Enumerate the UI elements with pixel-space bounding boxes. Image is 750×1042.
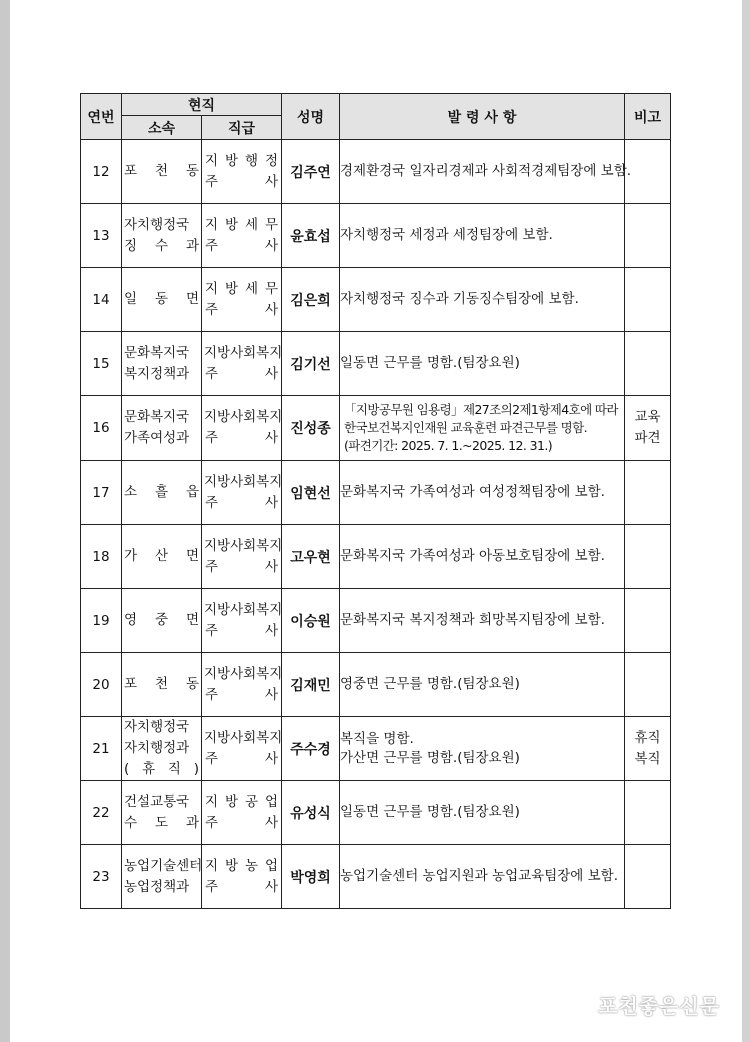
- order-line: (파견기간: 2025. 7. 1.~2025. 12. 31.): [344, 438, 552, 453]
- row-dept: [122, 140, 202, 204]
- header-grade: 직급: [202, 116, 282, 140]
- order-line: 문화복지국 가족여성과 아동보호팀장에 보함.: [340, 548, 605, 564]
- order-line: 문화복지국 복지정책과 희망복지팀장에 보함.: [340, 612, 605, 628]
- grade-line: 지 방 공 업: [205, 793, 278, 810]
- grade-line: 주 사: [205, 878, 278, 895]
- header-current: 현직: [122, 94, 282, 116]
- grade-line: 주 사: [205, 173, 278, 190]
- table-row: [81, 461, 671, 525]
- grade-line: 주 사: [205, 237, 278, 254]
- grade-line: 지방사회복지: [204, 729, 283, 746]
- table-row: [81, 332, 671, 396]
- row-order: [340, 332, 625, 396]
- row-grade: [202, 589, 282, 653]
- row-order: [340, 204, 625, 268]
- order-line: 한국보건복지인재원 교육훈련 파견근무를 명함.: [344, 420, 587, 435]
- row-grade: [202, 717, 282, 781]
- table-row: [81, 525, 671, 589]
- grade-line: 주 사: [205, 750, 278, 767]
- row-name: 주수경: [282, 717, 340, 781]
- note-line: 파견: [634, 430, 661, 446]
- table-row: [81, 781, 671, 845]
- row-name: 김은희: [282, 268, 340, 332]
- row-no: 23: [81, 845, 122, 909]
- row-note: [625, 525, 671, 589]
- row-dept: [122, 525, 202, 589]
- row-name: 김기선: [282, 332, 340, 396]
- grade-line: 지 방 세 무: [205, 280, 278, 297]
- row-name: 고우현: [282, 525, 340, 589]
- row-order: [340, 268, 625, 332]
- row-note: [625, 717, 671, 781]
- personnel-table: [80, 93, 671, 909]
- row-order: [340, 653, 625, 717]
- table-row: [81, 717, 671, 781]
- header-order: 발 령 사 항: [340, 94, 625, 140]
- grade-line: 주 사: [205, 622, 278, 639]
- row-note: [625, 268, 671, 332]
- dept-line: 자치행정국: [124, 216, 190, 233]
- row-name: 진성종: [282, 396, 340, 461]
- dept-line: 수 도 과: [124, 814, 199, 831]
- grade-line: 주 사: [205, 301, 278, 318]
- row-grade: [202, 332, 282, 396]
- watermark-logo: 포천좋은신문: [598, 994, 720, 1018]
- row-order: [340, 396, 625, 461]
- row-note: [625, 204, 671, 268]
- row-note: [625, 461, 671, 525]
- row-dept: [122, 204, 202, 268]
- row-order: [340, 845, 625, 909]
- row-no: 20: [81, 653, 122, 717]
- dept-line: 가족여성과: [124, 430, 190, 446]
- row-grade: [202, 781, 282, 845]
- row-no: 21: [81, 717, 122, 781]
- row-no: 18: [81, 525, 122, 589]
- table-row: [81, 396, 671, 461]
- row-grade: [202, 845, 282, 909]
- order-line: 경제환경국 일자리경제과 사회적경제팀장에 보함.: [340, 163, 632, 179]
- order-line: 복직을 명함.: [340, 730, 414, 747]
- order-line: 자치행정국 세정과 세정팀장에 보함.: [340, 227, 553, 243]
- row-name: 윤효섭: [282, 204, 340, 268]
- order-line: 일동면 근무를 명함.(팀장요원): [340, 355, 520, 371]
- row-order: [340, 781, 625, 845]
- note-line: 복직: [634, 750, 661, 767]
- row-dept: [122, 781, 202, 845]
- row-dept: [122, 396, 202, 461]
- row-name: 임현선: [282, 461, 340, 525]
- row-dept: [122, 845, 202, 909]
- row-dept: [122, 332, 202, 396]
- row-dept: [122, 589, 202, 653]
- row-no: 16: [81, 396, 122, 461]
- dept-line: 자치행정과: [124, 740, 190, 756]
- order-line: 농업기술센터 농업지원과 농업교육팀장에 보함.: [340, 868, 618, 884]
- dept-line: 문화복지국: [124, 344, 190, 361]
- row-dept: [122, 461, 202, 525]
- row-no: 17: [81, 461, 122, 525]
- order-line: 가산면 근무를 명함.(팀장요원): [340, 749, 520, 766]
- dept-line: 자치행정국: [124, 719, 190, 735]
- row-grade: [202, 140, 282, 204]
- row-no: 13: [81, 204, 122, 268]
- grade-line: 주 사: [205, 558, 278, 575]
- row-note: [625, 396, 671, 461]
- row-note: [625, 589, 671, 653]
- grade-line: 주 사: [205, 814, 278, 831]
- grade-line: 지방사회복지: [204, 665, 283, 682]
- row-order: [340, 525, 625, 589]
- row-name: 김재민: [282, 653, 340, 717]
- row-dept: [122, 653, 202, 717]
- row-grade: [202, 461, 282, 525]
- order-line: 자치행정국 징수과 기동징수팀장에 보함.: [340, 291, 579, 307]
- grade-line: 지방사회복지: [204, 409, 283, 425]
- grade-line: 지 방 농 업: [205, 857, 278, 874]
- dept-line: 포 천 동: [124, 676, 199, 692]
- row-order: [340, 140, 632, 204]
- dept-line: 문화복지국: [124, 409, 190, 425]
- note-line: 교육: [634, 409, 661, 425]
- row-no: 15: [81, 332, 122, 396]
- dept-line: 포 천 동: [124, 163, 199, 179]
- row-grade: [202, 525, 282, 589]
- dept-line: 건설교통국: [124, 793, 190, 810]
- order-line: 「지방공무원 임용령」제27조의2제1항제4호에 따라: [344, 402, 618, 417]
- dept-line: 농업정책과: [124, 878, 190, 895]
- header-no: 연번: [81, 94, 122, 140]
- row-no: 22: [81, 781, 122, 845]
- row-order: [340, 717, 625, 781]
- dept-line: 농업기술센터: [124, 857, 203, 874]
- row-dept: [122, 717, 202, 781]
- order-line: 영중면 근무를 명함.(팀장요원): [340, 676, 520, 692]
- row-order: [340, 461, 625, 525]
- row-note: [625, 845, 671, 909]
- header-name: 성명: [282, 94, 340, 140]
- row-name: 박영희: [282, 845, 340, 909]
- header-dept: 소속: [122, 116, 202, 140]
- grade-line: 주 사: [205, 365, 278, 382]
- grade-line: 지방사회복지: [204, 344, 283, 361]
- dept-line: 징 수 과: [124, 237, 199, 254]
- row-no: 19: [81, 589, 122, 653]
- row-name: 이승원: [282, 589, 340, 653]
- dept-line: 소 흘 읍: [124, 484, 199, 500]
- row-no: 14: [81, 268, 122, 332]
- row-grade: [202, 204, 282, 268]
- dept-line: ( 휴 직 ): [124, 761, 199, 777]
- row-note: [625, 140, 671, 204]
- row-note: [625, 653, 671, 717]
- row-grade: [202, 653, 282, 717]
- row-note: [625, 332, 671, 396]
- dept-line: 영 중 면: [124, 612, 199, 628]
- order-line: 문화복지국 가족여성과 여성정책팀장에 보함.: [340, 484, 605, 500]
- row-grade: [202, 396, 282, 461]
- table-body: [81, 140, 671, 909]
- header-note: 비고: [625, 94, 671, 140]
- dept-line: 복지정책과: [124, 365, 190, 382]
- table-row: [81, 204, 671, 268]
- grade-line: 주 사: [205, 430, 278, 446]
- order-line: 일동면 근무를 명함.(팀장요원): [340, 804, 520, 820]
- row-order: [340, 589, 625, 653]
- row-dept: [122, 268, 202, 332]
- row-name: 유성식: [282, 781, 340, 845]
- grade-line: 지 방 세 무: [205, 216, 278, 233]
- table-row: [81, 653, 671, 717]
- grade-line: 지 방 행 정: [205, 152, 278, 169]
- grade-line: 지방사회복지: [204, 537, 283, 554]
- note-line: 휴직: [634, 729, 661, 746]
- grade-line: 지방사회복지: [204, 601, 283, 618]
- table-row: [81, 845, 671, 909]
- row-no: 12: [81, 140, 122, 204]
- row-note: [625, 781, 671, 845]
- grade-line: 지방사회복지: [204, 473, 283, 490]
- row-name: 김주연: [282, 140, 340, 204]
- dept-line: 일 동 면: [124, 291, 199, 307]
- row-grade: [202, 268, 282, 332]
- grade-line: 주 사: [205, 494, 278, 511]
- dept-line: 가 산 면: [124, 548, 199, 564]
- grade-line: 주 사: [205, 686, 278, 703]
- table-row: [81, 140, 671, 204]
- table-row: [81, 589, 671, 653]
- table-row: [81, 268, 671, 332]
